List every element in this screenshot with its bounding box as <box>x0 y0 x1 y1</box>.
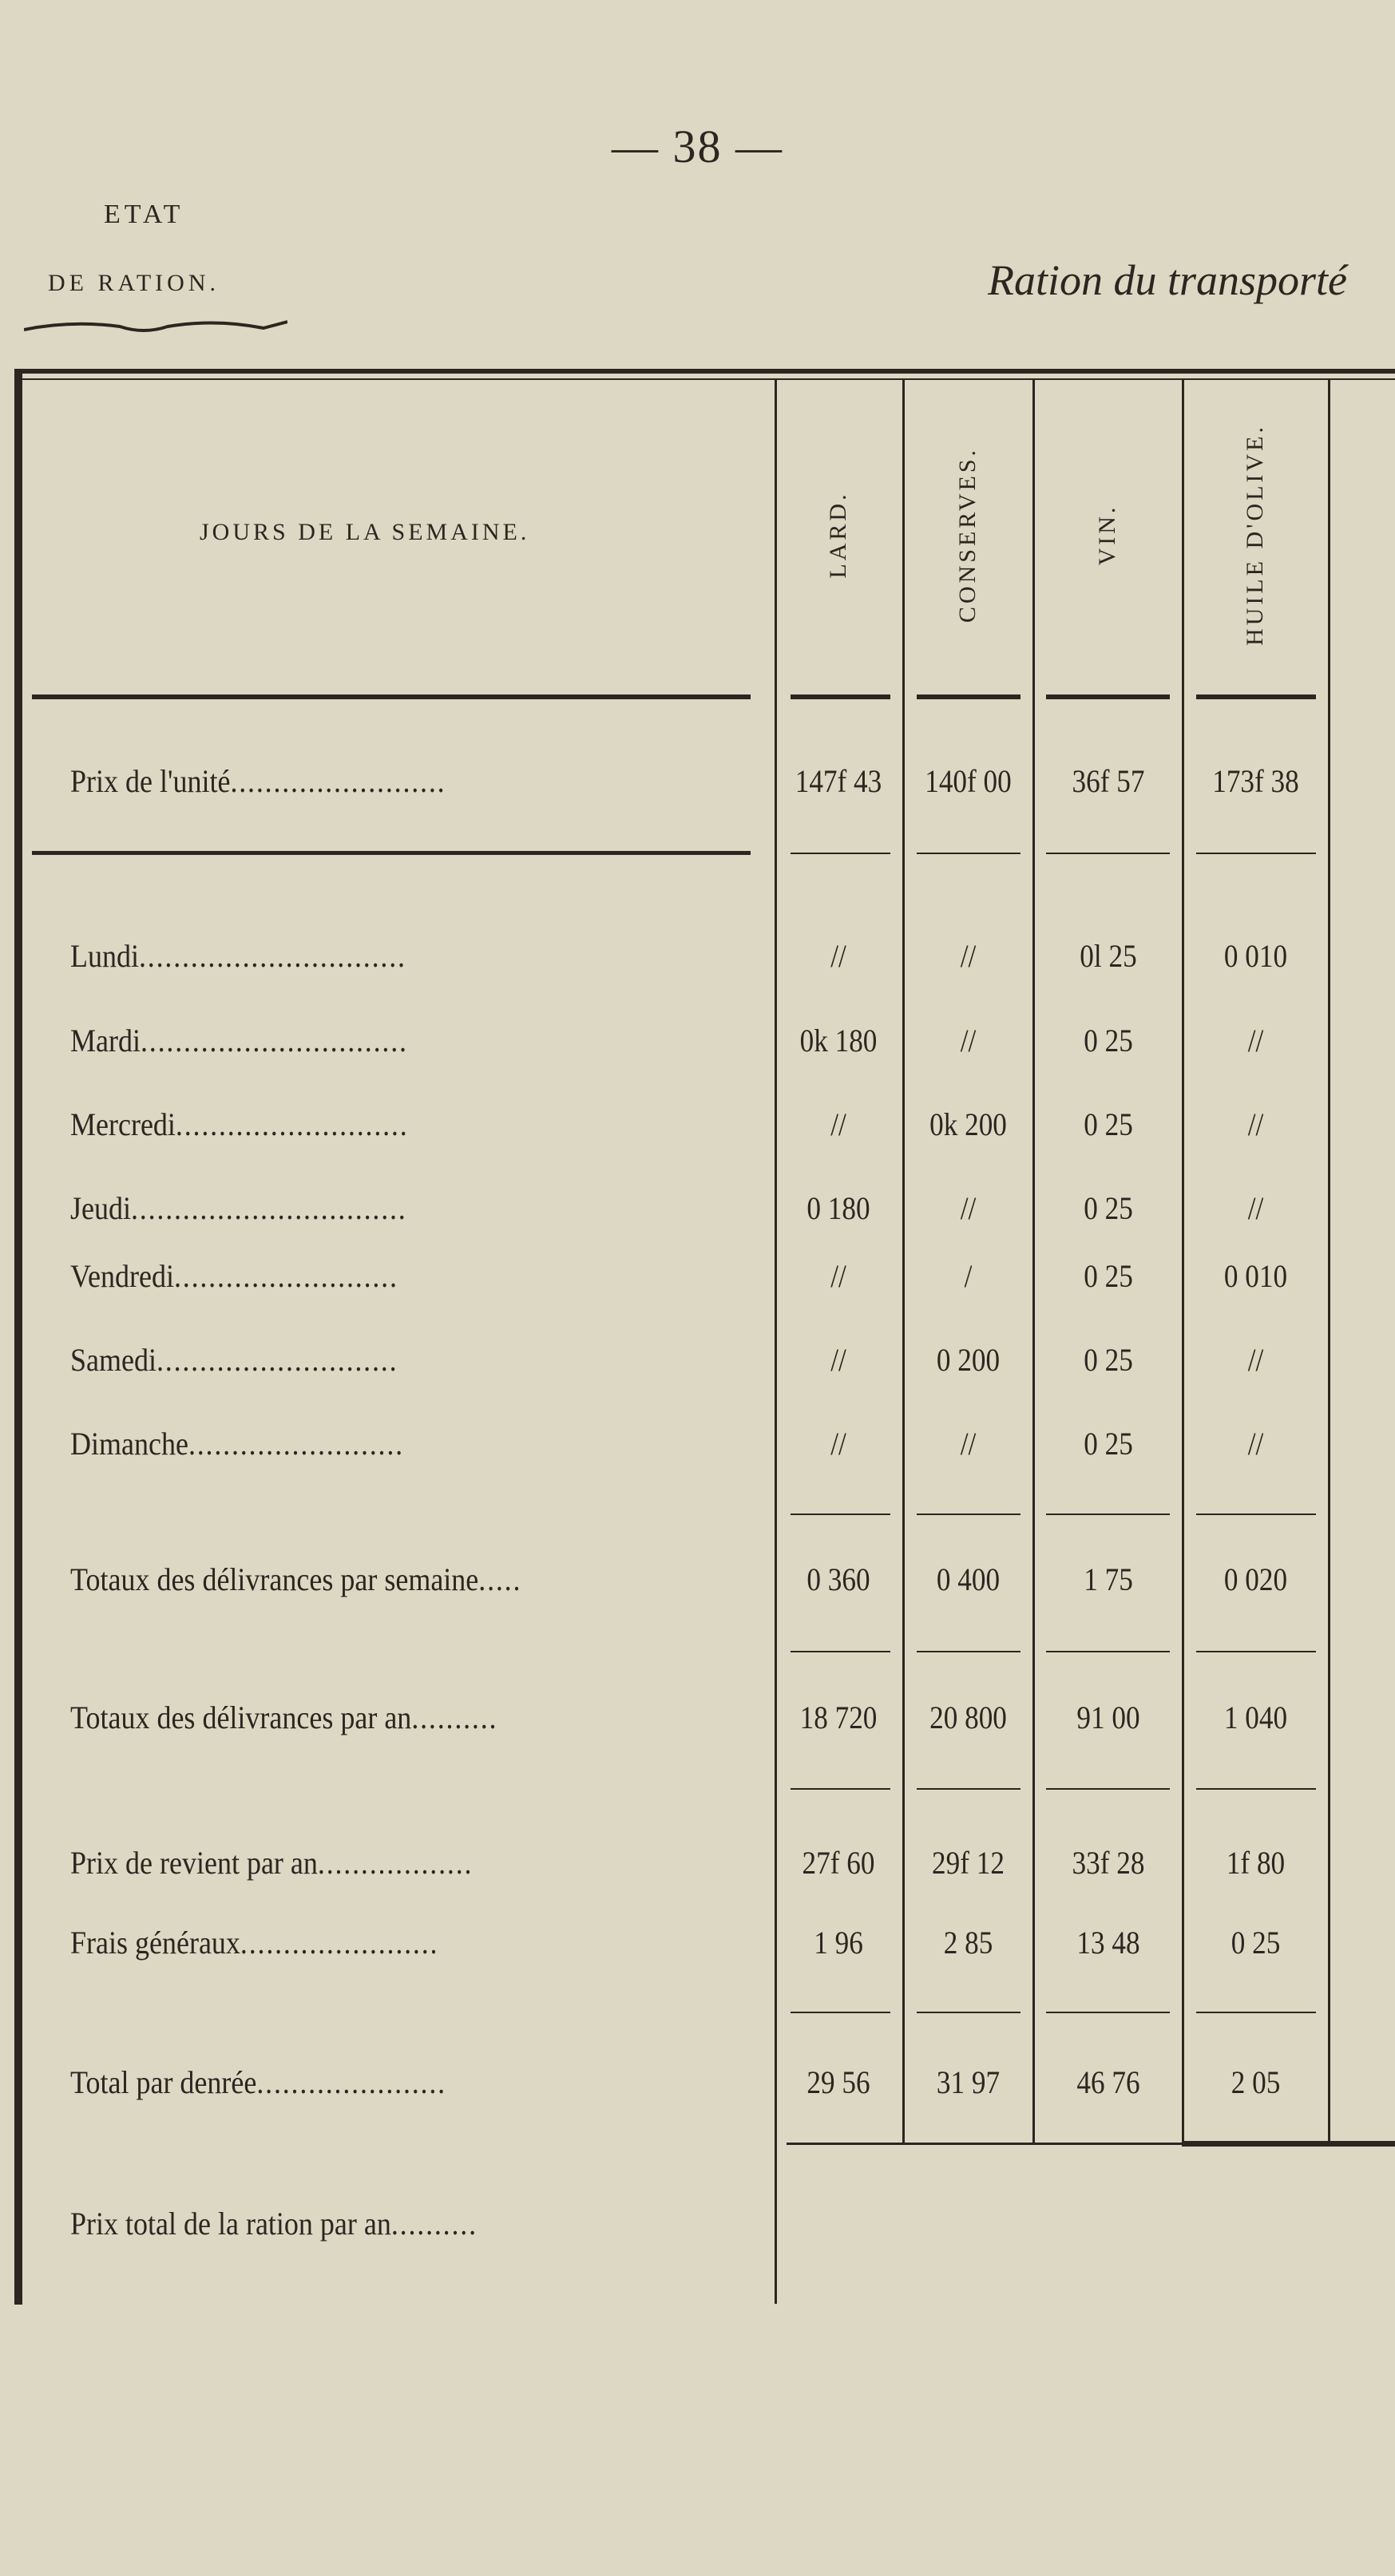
day-value: 0 010 <box>1223 938 1288 974</box>
col-header-lard: LARD. <box>825 491 851 579</box>
overhead-conserves: 2 85 <box>943 1925 993 1961</box>
cost-rule-lard <box>791 1788 890 1790</box>
day-value: 0 25 <box>1084 1190 1133 1226</box>
table-left-border <box>14 369 22 2305</box>
header-rule-vin <box>1046 694 1170 699</box>
row-header-title: JOURS DE LA SEMAINE. <box>200 519 530 545</box>
unit-price-rule-vin <box>1046 853 1170 854</box>
unit-price-rule-conserves <box>917 853 1020 854</box>
cost-year-conserves: 29f 12 <box>932 1845 1005 1881</box>
ration-total-label: Prix total de la ration par an.......... <box>70 2206 478 2242</box>
margin-note-line2: DE RATION. <box>48 270 220 296</box>
cost-rule-conserves <box>917 1788 1020 1790</box>
header-rule <box>32 694 751 699</box>
col-sep-2 <box>902 380 905 2144</box>
day-value: // <box>830 1342 846 1378</box>
running-head: Ration du transporté <box>987 256 1347 304</box>
total-item-vin: 46 76 <box>1076 2064 1140 2100</box>
day-value: // <box>960 1023 977 1058</box>
day-value: 0k 180 <box>799 1023 878 1058</box>
year-rule-huile <box>1196 1651 1316 1652</box>
day-value: 0 25 <box>1084 1023 1133 1058</box>
week-rule-lard <box>791 1514 890 1515</box>
day-value: // <box>1247 1190 1264 1226</box>
day-value: 0k 200 <box>929 1106 1007 1142</box>
total-item-conserves: 31 97 <box>936 2064 1001 2100</box>
unit-price-rule-huile <box>1196 853 1316 854</box>
header-rule-conserves <box>917 694 1020 699</box>
week-rule-vin <box>1046 1514 1170 1515</box>
unit-price-rule <box>32 851 751 855</box>
day-value: 0 25 <box>1084 1258 1133 1294</box>
totals-year-vin: 91 00 <box>1076 1700 1140 1735</box>
total-item-lard: 29 56 <box>806 2064 870 2100</box>
col-sep-3 <box>1032 380 1035 2144</box>
totals-year-huile: 1 040 <box>1223 1700 1288 1735</box>
total-item-label: Total par denrée...................... <box>70 2064 446 2100</box>
col-sep-1 <box>775 380 777 2304</box>
day-value: 0 180 <box>806 1190 870 1226</box>
day-value: 0 200 <box>936 1342 1001 1378</box>
day-value: // <box>1247 1106 1264 1142</box>
overhead-huile: 0 25 <box>1231 1925 1281 1961</box>
cost-year-vin: 33f 28 <box>1072 1845 1145 1881</box>
unit-price-huile: 173f 38 <box>1212 763 1299 799</box>
totals-week-lard: 0 360 <box>806 1561 870 1597</box>
totals-year-lard: 18 720 <box>799 1700 878 1735</box>
margin-note-line1: ETAT <box>104 200 184 229</box>
day-value: // <box>830 1258 846 1294</box>
day-value: 0 010 <box>1223 1258 1288 1294</box>
day-label: Mardi............................... <box>70 1023 408 1058</box>
overhead-label: Frais généraux....................... <box>70 1925 439 1961</box>
day-value: // <box>830 938 846 974</box>
day-value: 0 25 <box>1084 1426 1133 1462</box>
header-rule-huile <box>1196 694 1316 699</box>
day-label: Vendredi.......................... <box>70 1258 398 1294</box>
table-top-rule <box>16 369 1395 374</box>
week-rule-conserves <box>917 1514 1020 1515</box>
total-rule-huile <box>1196 2012 1316 2013</box>
cost-rule-huile <box>1196 1788 1316 1790</box>
values-bottom-rule-heavy <box>1182 2141 1395 2147</box>
year-rule-lard <box>791 1651 890 1652</box>
col-header-huile: HUILE D'OLIVE. <box>1242 424 1268 647</box>
col-sep-4 <box>1182 380 1184 2144</box>
totals-week-label: Totaux des délivrances par semaine..... <box>70 1561 522 1597</box>
header-rule-lard <box>791 694 890 699</box>
cost-rule-vin <box>1046 1788 1170 1790</box>
unit-price-conserves: 140f 00 <box>925 763 1012 799</box>
day-label: Dimanche......................... <box>70 1426 404 1462</box>
col-header-conserves: CONSERVES. <box>954 446 981 623</box>
day-label: Samedi............................ <box>70 1342 398 1378</box>
day-label: Jeudi................................ <box>70 1190 407 1226</box>
week-rule-huile <box>1196 1514 1316 1515</box>
day-label: Lundi............................... <box>70 938 406 974</box>
year-rule-vin <box>1046 1651 1170 1652</box>
day-value: 0 25 <box>1084 1342 1133 1378</box>
col-header-vin: VIN. <box>1094 504 1120 566</box>
totals-week-huile: 0 020 <box>1223 1561 1288 1597</box>
unit-price-lard: 147f 43 <box>795 763 882 799</box>
day-value: // <box>1247 1023 1264 1058</box>
overhead-lard: 1 96 <box>814 1925 863 1961</box>
year-rule-conserves <box>917 1651 1020 1652</box>
day-value: // <box>960 938 977 974</box>
page-number: — 38 — <box>612 121 783 172</box>
totals-year-label: Totaux des délivrances par an.......... <box>70 1700 498 1735</box>
day-value: / <box>964 1258 973 1294</box>
total-item-huile: 2 05 <box>1231 2064 1281 2100</box>
cost-year-label: Prix de revient par an.................. <box>70 1845 474 1881</box>
total-rule-conserves <box>917 2012 1020 2013</box>
unit-price-vin: 36f 57 <box>1072 763 1145 799</box>
unit-price-label: Prix de l'unité......................... <box>70 763 446 799</box>
overhead-vin: 13 48 <box>1076 1925 1140 1961</box>
day-value: 0 25 <box>1084 1106 1133 1142</box>
day-value: // <box>830 1106 846 1142</box>
day-value: // <box>960 1426 977 1462</box>
unit-price-rule-lard <box>791 853 890 854</box>
margin-swash-ornament <box>24 315 287 339</box>
totals-year-conserves: 20 800 <box>929 1700 1007 1735</box>
day-value: 0l 25 <box>1080 938 1137 974</box>
table-top-rule-thin <box>16 378 1395 380</box>
totals-week-conserves: 0 400 <box>936 1561 1001 1597</box>
cost-year-lard: 27f 60 <box>802 1845 875 1881</box>
day-value: // <box>1247 1426 1264 1462</box>
day-value: // <box>830 1426 846 1462</box>
total-rule-vin <box>1046 2012 1170 2013</box>
day-value: // <box>960 1190 977 1226</box>
cost-year-huile: 1f 80 <box>1226 1845 1286 1881</box>
col-sep-5 <box>1328 380 1330 2144</box>
totals-week-vin: 1 75 <box>1084 1561 1133 1597</box>
day-value: // <box>1247 1342 1264 1378</box>
day-label: Mercredi........................... <box>70 1106 409 1142</box>
total-rule-lard <box>791 2012 890 2013</box>
